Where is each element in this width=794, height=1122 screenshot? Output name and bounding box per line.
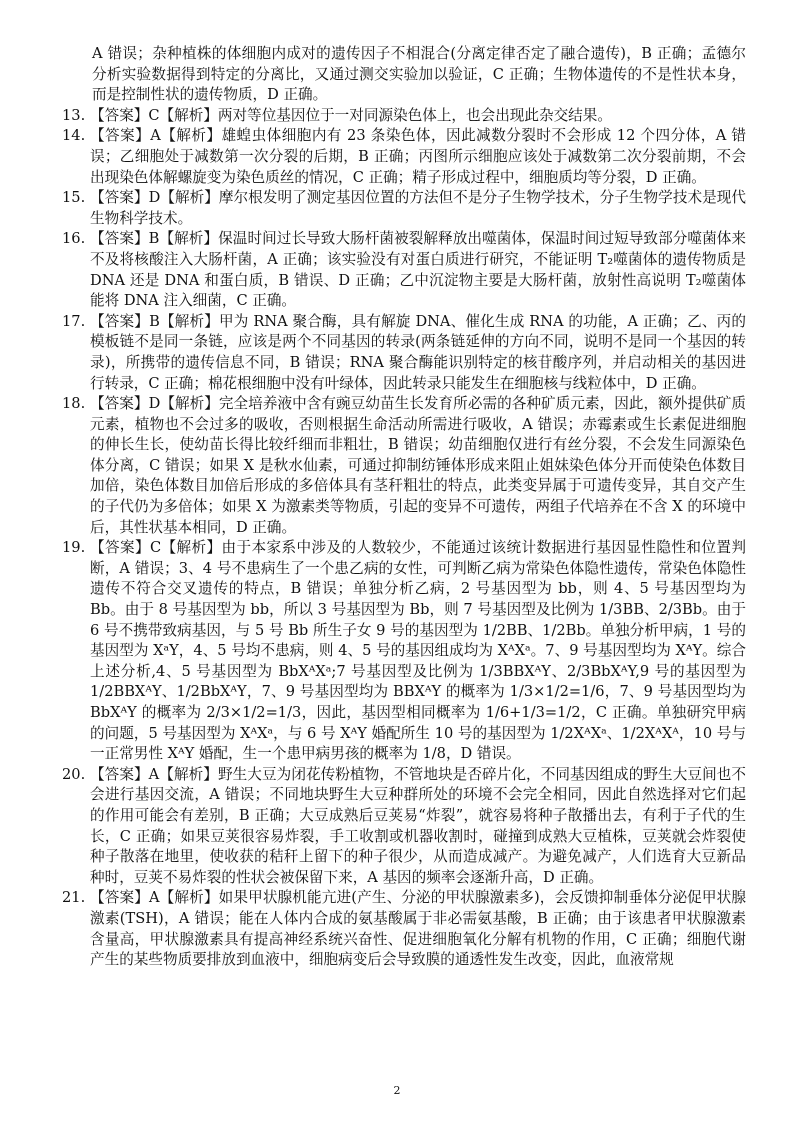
intro-paragraph: A 错误；杂种植株的体细胞内成对的遗传因子不相混合(分离定律否定了融合遗传)，B 正确；孟德尔分析实验数据得到特定的分离比，又通过测交实验加以验证，C 正确；生物体遗传的不是性状本身，而是控制性状的遗传物质，D 正确。 [92, 45, 746, 104]
answer-item-21 [62, 888, 746, 970]
item-text: 【答案】A【解析】野生大豆为闭花传粉植物，不管地块是否碎片化，不同基因组成的野生大豆间也不会进行基因交流，A 错误；不同地块野生大豆种群所处的环境不会完全相同，因此自然选择对它们起的作用可能会有差别，B 正确；大豆成熟后豆荚易“炸裂”，就容易将种子散播出去，有利于子代的生长，C 正确；如果豆荚很容易炸裂，手工收割或机器收割时，碰撞到成熟大豆植株，豆荚就会炸裂使种子散落在地里，使收获的秸秆上留下的种子很少，从而造成减产。为避免减产，人们选育大豆新品种时，豆荚不易炸裂的性状会被保留下来，A 基因的频率会逐渐升高，D 正确。 [90, 765, 746, 886]
answer-item-14 [62, 126, 746, 188]
item-number: 16. [62, 230, 86, 248]
answer-item-13 [62, 106, 746, 127]
item-number: 17. [62, 312, 86, 330]
answer-item-20 [62, 765, 746, 889]
page-number: 2 [393, 1084, 401, 1097]
item-text: 【答案】B【解析】甲为 RNA 聚合酶，具有解旋 DNA、催化生成 RNA 的功能，A 正确；乙、丙的模板链不是同一条链，应该是两个不同基因的转录(两条链延伸的方向不同，说明不是同一个基因的转录)，所携带的遗传信息不同，B 错误；RNA 聚合酶能识别特定的核苷酸序列，并启动相关的基因进行转录，C 正确；棉花根细胞中没有叶绿体，因此转录只能发生在细胞核与线粒体中，D 正确。 [90, 312, 746, 392]
document-page [62, 44, 746, 971]
item-number: 18. [62, 395, 86, 413]
item-number: 20. [62, 765, 86, 783]
item-number: 14. [62, 127, 86, 145]
item-text: 【答案】B【解析】保温时间过长导致大肠杆菌被裂解释放出噬菌体，保温时间过短导致部分噬菌体来不及将核酸注入大肠杆菌，A 正确；该实验没有对蛋白质进行研究，不能证明 T₂噬菌体的遗传物质是 DNA 还是 DNA 和蛋白质，B 错误、D 正确；乙中沉淀物主要是大肠杆菌，放射性高说明 T₂噬菌体能将 DNA 注入细菌，C 正确。 [90, 230, 746, 310]
item-number: 13. [62, 106, 86, 124]
answer-item-15 [62, 188, 746, 229]
answer-item-16 [62, 229, 746, 311]
answer-item-18 [62, 394, 746, 538]
item-text: 【答案】D【解析】完全培养液中含有豌豆幼苗生长发育所必需的各种矿质元素，因此，额外提供矿质元素，植物也不会过多的吸收，否则根据生命活动所需进行吸收，A 错误；赤霉素或生长素促进细胞的伸长生长，使幼苗长得比较纤细而非粗壮，B 错误；幼苗细胞仅进行有丝分裂，不会发生同源染色体分离，C 错误；如果 X 是秋水仙素，可通过抑制纺锤体形成来阻止姐妹染色体分开而使染色体数目加倍，染色体数目加倍后形成的多倍体具有茎秆粗壮的特点，此类变异属于可遗传变异，其自交产生的子代仍为多倍体；如果 X 为激素类等物质，引起的变异不可遗传，两组子代培养在不含 X 的环境中后，其性状基本相同，D 正确。 [90, 395, 746, 536]
item-number: 21. [62, 889, 86, 907]
item-text: 【答案】C【解析】两对等位基因位于一对同源染色体上，也会出现此杂交结果。 [90, 106, 612, 124]
item-number: 15. [62, 189, 86, 207]
item-text: 【答案】D【解析】摩尔根发明了测定基因位置的方法但不是分子生物学技术，分子生物学技术是现代生物科学技术。 [90, 189, 746, 227]
item-text: 【答案】A【解析】雄蝗虫体细胞内有 23 条染色体，因此减数分裂时不会形成 12 个四分体，A 错误；乙细胞处于减数第一次分裂的后期，B 正确；丙图所示细胞应该处于减数第二次分裂前期，不会出现染色体解螺旋变为染色质丝的情况，C 正确；精子形成过程中，细胞质均等分裂，D 正确。 [90, 127, 746, 186]
answer-item-19 [62, 538, 746, 765]
item-text: 【答案】A【解析】如果甲状腺机能亢进(产生、分泌的甲状腺激素多)，会反馈抑制垂体分泌促甲状腺激素(TSH)，A 错误；能在人体内合成的氨基酸属于非必需氨基酸，B 正确；由于该患者甲状腺激素含量高，甲状腺激素具有提高神经系统兴奋性、促进细胞氧化分解有机物的作用，C 正确；细胞代谢产生的某些物质要排放到血液中，细胞病变后会导致膜的通透性发生改变，因此，血液常规 [90, 889, 746, 969]
item-number: 19. [62, 539, 86, 557]
item-text: 【答案】C【解析】由于本家系中涉及的人数较少，不能通过该统计数据进行基因显性隐性和位置判断，A 错误；3、4 号不患病生了一个患乙病的女性，可判断乙病为常染色体隐性遗传，常染色体隐性遗传不符合交叉遗传的特点，B 错误；单独分析乙病，2 号基因型为 bb，则 4、5 号基因型均为 Bb。由于 8 号基因型为 bb，所以 3 号基因型为 Bb，则 7 号基因型及比例为 1/3BB、2/3Bb。由于 6 号不携带致病基因，与 5 号 Bb 所生子女 9 号的基因型为 1/2BB、1/2Bb。单独分析甲病，1 号的基因型为 XᵃY，4、5 号均不患病，则 4、5 号的基因组成均为 XᴬXᵃ。7、9 号基因型均为 XᴬY。综合上述分析,4、5 号基因型为 BbXᴬXᵃ;7 号基因型及比例为 1/3BBXᴬY、2/3BbXᴬY,9 号的基因型为 1/2BBXᴬY、1/2BbXᴬY，7、9 号基因型均为 BBXᴬY 的概率为 1/3×1/2=1/6，7、9 号基因型均为 BbXᴬY 的概率为 2/3×1/2=1/3，因此，基因型相同概率为 1/6+1/3=1/2，C 正确。单独研究甲病的问题，5 号基因型为 XᴬXᵃ，与 6 号 XᴬY 婚配所生 10 号的基因型为 1/2XᴬXᵃ、1/2XᴬXᴬ，10 号与一正常男性 XᴬY 婚配，生一个患甲病男孩的概率为 1/8，D 错误。 [90, 539, 747, 763]
answer-item-17 [62, 312, 746, 394]
